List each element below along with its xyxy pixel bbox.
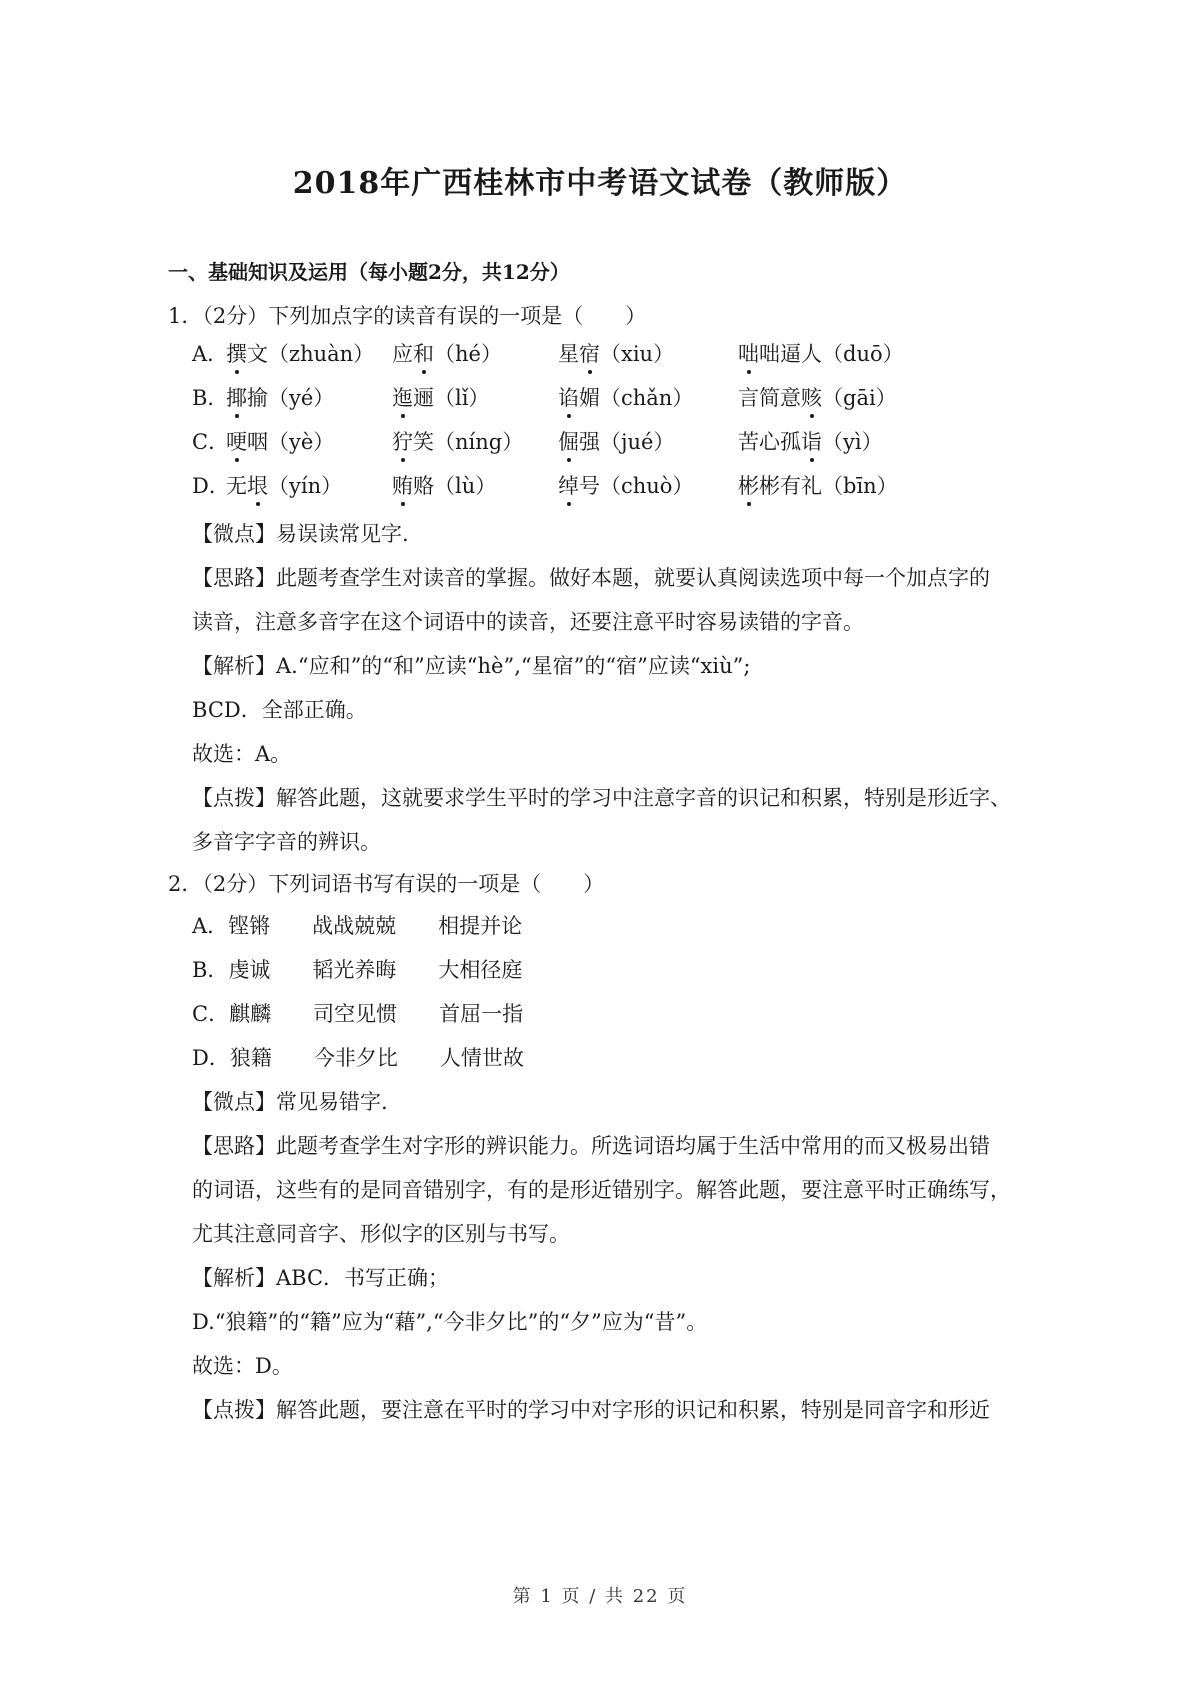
word-suffix: （yì） <box>822 430 883 454</box>
dotted-character: 揶 <box>226 386 247 410</box>
dotted-character: 绰 <box>558 474 579 498</box>
q2-jiexi-line1: 【解析】ABC．书写正确； <box>192 1266 450 1290</box>
q2-dianbo-line1: 【点拨】解答此题，要注意在平时的学习中对字形的识记和积累，特别是同音字和形近 <box>192 1398 990 1422</box>
q1-option-word <box>558 472 693 500</box>
q2-option-text: 虔诚 韬光养晦 大相径庭 <box>228 958 523 982</box>
q1-silu-line1: 【思路】此题考查学生对读音的掌握。做好本题，就要认真阅读选项中每一个加点字的 <box>192 566 990 590</box>
q2-weidian: 【微点】常见易错字. <box>192 1090 388 1114</box>
q1-option-word <box>392 472 496 500</box>
q2-option <box>192 912 522 940</box>
q2-option <box>192 1000 523 1028</box>
word-suffix: 咽（yè） <box>247 430 335 454</box>
q1-jiexi-line1: 【解析】A.“应和”的“和”应读“hè”,“星宿”的“宿”应读“xiù”; <box>192 654 751 678</box>
dotted-character: 贿 <box>392 474 413 498</box>
q2-option-text: 狼籍 今非夕比 人情世故 <box>229 1046 524 1070</box>
section-heading: 一、基础知识及运用（每小题2分，共12分） <box>168 260 570 284</box>
word-prefix: 星 <box>558 342 579 366</box>
q1-option-word <box>558 340 674 368</box>
q1-option-word <box>392 384 489 412</box>
q2-jiexi-line2: D.“狼籍”的“籍”应为“藉”,“今非夕比”的“夕”应为“昔”。 <box>192 1310 708 1334</box>
q1-option-label: B． <box>192 386 229 410</box>
q1-dianbo-line1: 【点拨】解答此题，这就要求学生平时的学习中注意字音的识记和积累，特别是形近字、 <box>192 786 1011 810</box>
q2-option-text: 麒麟 司空见惯 首屈一指 <box>229 1002 524 1026</box>
q1-weidian: 【微点】易误读常见字. <box>192 522 409 546</box>
dotted-character: 彬 <box>738 474 759 498</box>
word-suffix: 笑（níng） <box>413 430 524 454</box>
q2-silu-line1: 【思路】此题考查学生对字形的辨识能力。所选词语均属于生活中常用的而又极易出错 <box>192 1134 990 1158</box>
dotted-character: 谄 <box>558 386 579 410</box>
word-prefix: 应 <box>392 342 413 366</box>
dotted-character: 诣 <box>801 430 822 454</box>
word-suffix: 号（chuò） <box>579 474 694 498</box>
word-suffix: （gāi） <box>822 386 897 410</box>
q1-option-label: C． <box>192 430 230 454</box>
q2-silu-line3: 尤其注意同音字、形似字的区别与书写。 <box>192 1222 570 1246</box>
dotted-character: 垠 <box>247 474 268 498</box>
word-suffix: 赂（lù） <box>413 474 497 498</box>
word-suffix: 揄（yé） <box>247 386 335 410</box>
q1-option-word <box>738 384 897 412</box>
word-suffix: （hé） <box>434 342 502 366</box>
word-suffix: 文（zhuàn） <box>247 342 375 366</box>
q2-option <box>192 1044 524 1072</box>
word-suffix: 媚（chǎn） <box>579 386 694 410</box>
q1-jiexi-line2: BCD．全部正确。 <box>192 698 367 722</box>
word-prefix: 苦心孤 <box>738 430 801 454</box>
word-suffix: 逦（lǐ） <box>413 386 490 410</box>
word-suffix: （xiu） <box>600 342 675 366</box>
word-suffix: （yín） <box>268 474 343 498</box>
dotted-character: 宿 <box>579 342 600 366</box>
dotted-character: 赅 <box>801 386 822 410</box>
q1-dianbo-line2: 多音字字音的辨识。 <box>192 830 381 854</box>
word-prefix: 无 <box>226 474 247 498</box>
dotted-character: 和 <box>413 342 434 366</box>
q2-option-label: B． <box>192 958 229 982</box>
word-prefix: 言简意 <box>738 386 801 410</box>
q1-option-word <box>738 340 904 368</box>
word-suffix: 咄逼人（duō） <box>759 342 904 366</box>
q2-option-text: 铿锵 战战兢兢 相提并论 <box>228 914 523 938</box>
word-suffix: 强（jué） <box>579 430 675 454</box>
q1-option-word <box>738 472 898 500</box>
q1-silu-line2: 读音，注意多音字在这个词语中的读音，还要注意平时容易读错的字音。 <box>192 610 864 634</box>
q1-option-word <box>558 384 693 412</box>
q1-option-label: D． <box>192 474 230 498</box>
dotted-character: 狞 <box>392 430 413 454</box>
q1-option-label: A． <box>192 342 229 366</box>
q1-option-word <box>558 428 674 456</box>
dotted-character: 撰 <box>226 342 247 366</box>
dotted-character: 倔 <box>558 430 579 454</box>
q1-option-word <box>226 340 374 368</box>
q1-stem: 1．（2分）下列加点字的读音有误的一项是（ ） <box>168 304 647 328</box>
q2-option-label: C． <box>192 1002 230 1026</box>
q2-stem: 2．（2分）下列词语书写有误的一项是（ ） <box>168 872 605 896</box>
q1-option-word <box>226 472 342 500</box>
document-title: 2018年广西桂林市中考语文试卷（教师版） <box>292 166 908 201</box>
q2-option-label: A． <box>192 914 229 938</box>
dotted-character: 哽 <box>226 430 247 454</box>
q2-silu-line2: 的词语，这些有的是同音错别字，有的是形近错别字。解答此题，要注意平时正确练写， <box>192 1178 1011 1202</box>
q1-option-word <box>738 428 883 456</box>
dotted-character: 咄 <box>738 342 759 366</box>
q1-option-word <box>392 428 523 456</box>
q2-option <box>192 956 522 984</box>
page-footer: 第 1 页 / 共 22 页 <box>512 1586 688 1607</box>
q2-answer: 故选：D。 <box>192 1354 293 1378</box>
dotted-character: 迤 <box>392 386 413 410</box>
q2-option-label: D． <box>192 1046 230 1070</box>
q1-option-word <box>226 384 334 412</box>
q1-answer: 故选：A。 <box>192 742 292 766</box>
word-suffix: 彬有礼（bīn） <box>759 474 898 498</box>
q1-option-word <box>392 340 502 368</box>
q1-option-word <box>226 428 334 456</box>
